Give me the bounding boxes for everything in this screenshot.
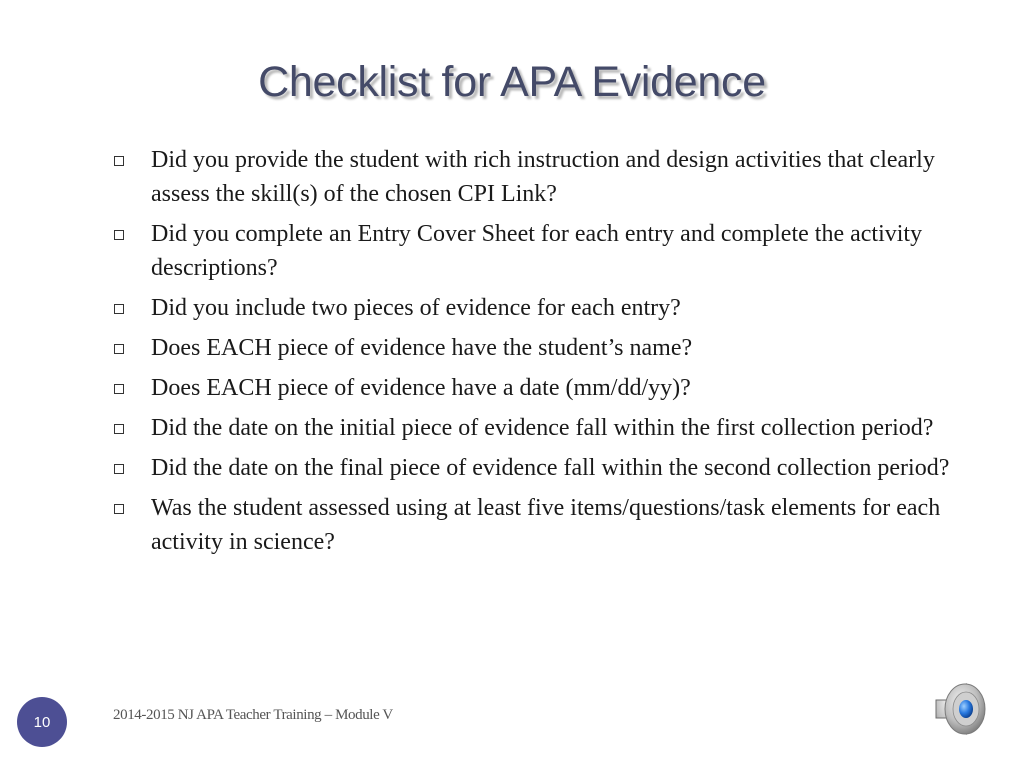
square-bullet-icon <box>114 304 124 314</box>
checklist-item-text: Did the date on the final piece of evidence fall within the second collection period? <box>151 455 950 481</box>
slide-title: Checklist for APA Evidence <box>258 58 766 106</box>
checklist-item <box>114 491 954 559</box>
square-bullet-icon <box>114 464 124 474</box>
checklist-item <box>114 291 954 325</box>
checklist-item-text: Did the date on the initial piece of evidence fall within the first collection period? <box>151 415 934 441</box>
checklist-item <box>114 451 954 485</box>
footer-text: 2014-2015 NJ APA Teacher Training – Module V <box>113 707 393 723</box>
square-bullet-icon <box>114 424 124 434</box>
page-number-badge <box>17 697 67 747</box>
square-bullet-icon <box>114 230 124 240</box>
checklist-item-text: Did you include two pieces of evidence for each entry? <box>151 295 681 321</box>
checklist-item-text: Did you provide the student with rich instruction and design activities that clearly assess the skill(s) of the chosen CPI Link? <box>151 147 935 207</box>
square-bullet-icon <box>114 504 124 514</box>
square-bullet-icon <box>114 156 124 166</box>
checklist-item-text: Did you complete an Entry Cover Sheet for each entry and complete the activity descriptions? <box>151 221 923 281</box>
checklist-item <box>114 331 954 365</box>
checklist-item <box>114 411 954 445</box>
checklist-item <box>114 217 954 285</box>
checklist <box>114 143 954 565</box>
checklist-item-text: Does EACH piece of evidence have a date (mm/dd/yy)? <box>151 375 691 401</box>
checklist-item <box>114 371 954 405</box>
checklist-item <box>114 143 954 211</box>
square-bullet-icon <box>114 384 124 394</box>
page-number: 10 <box>33 713 51 731</box>
checklist-item-text: Was the student assessed using at least five items/questions/task elements for each activity in science? <box>151 495 941 555</box>
checklist-item-text: Does EACH piece of evidence have the student’s name? <box>151 335 693 361</box>
speaker-icon[interactable] <box>932 678 994 740</box>
square-bullet-icon <box>114 344 124 354</box>
